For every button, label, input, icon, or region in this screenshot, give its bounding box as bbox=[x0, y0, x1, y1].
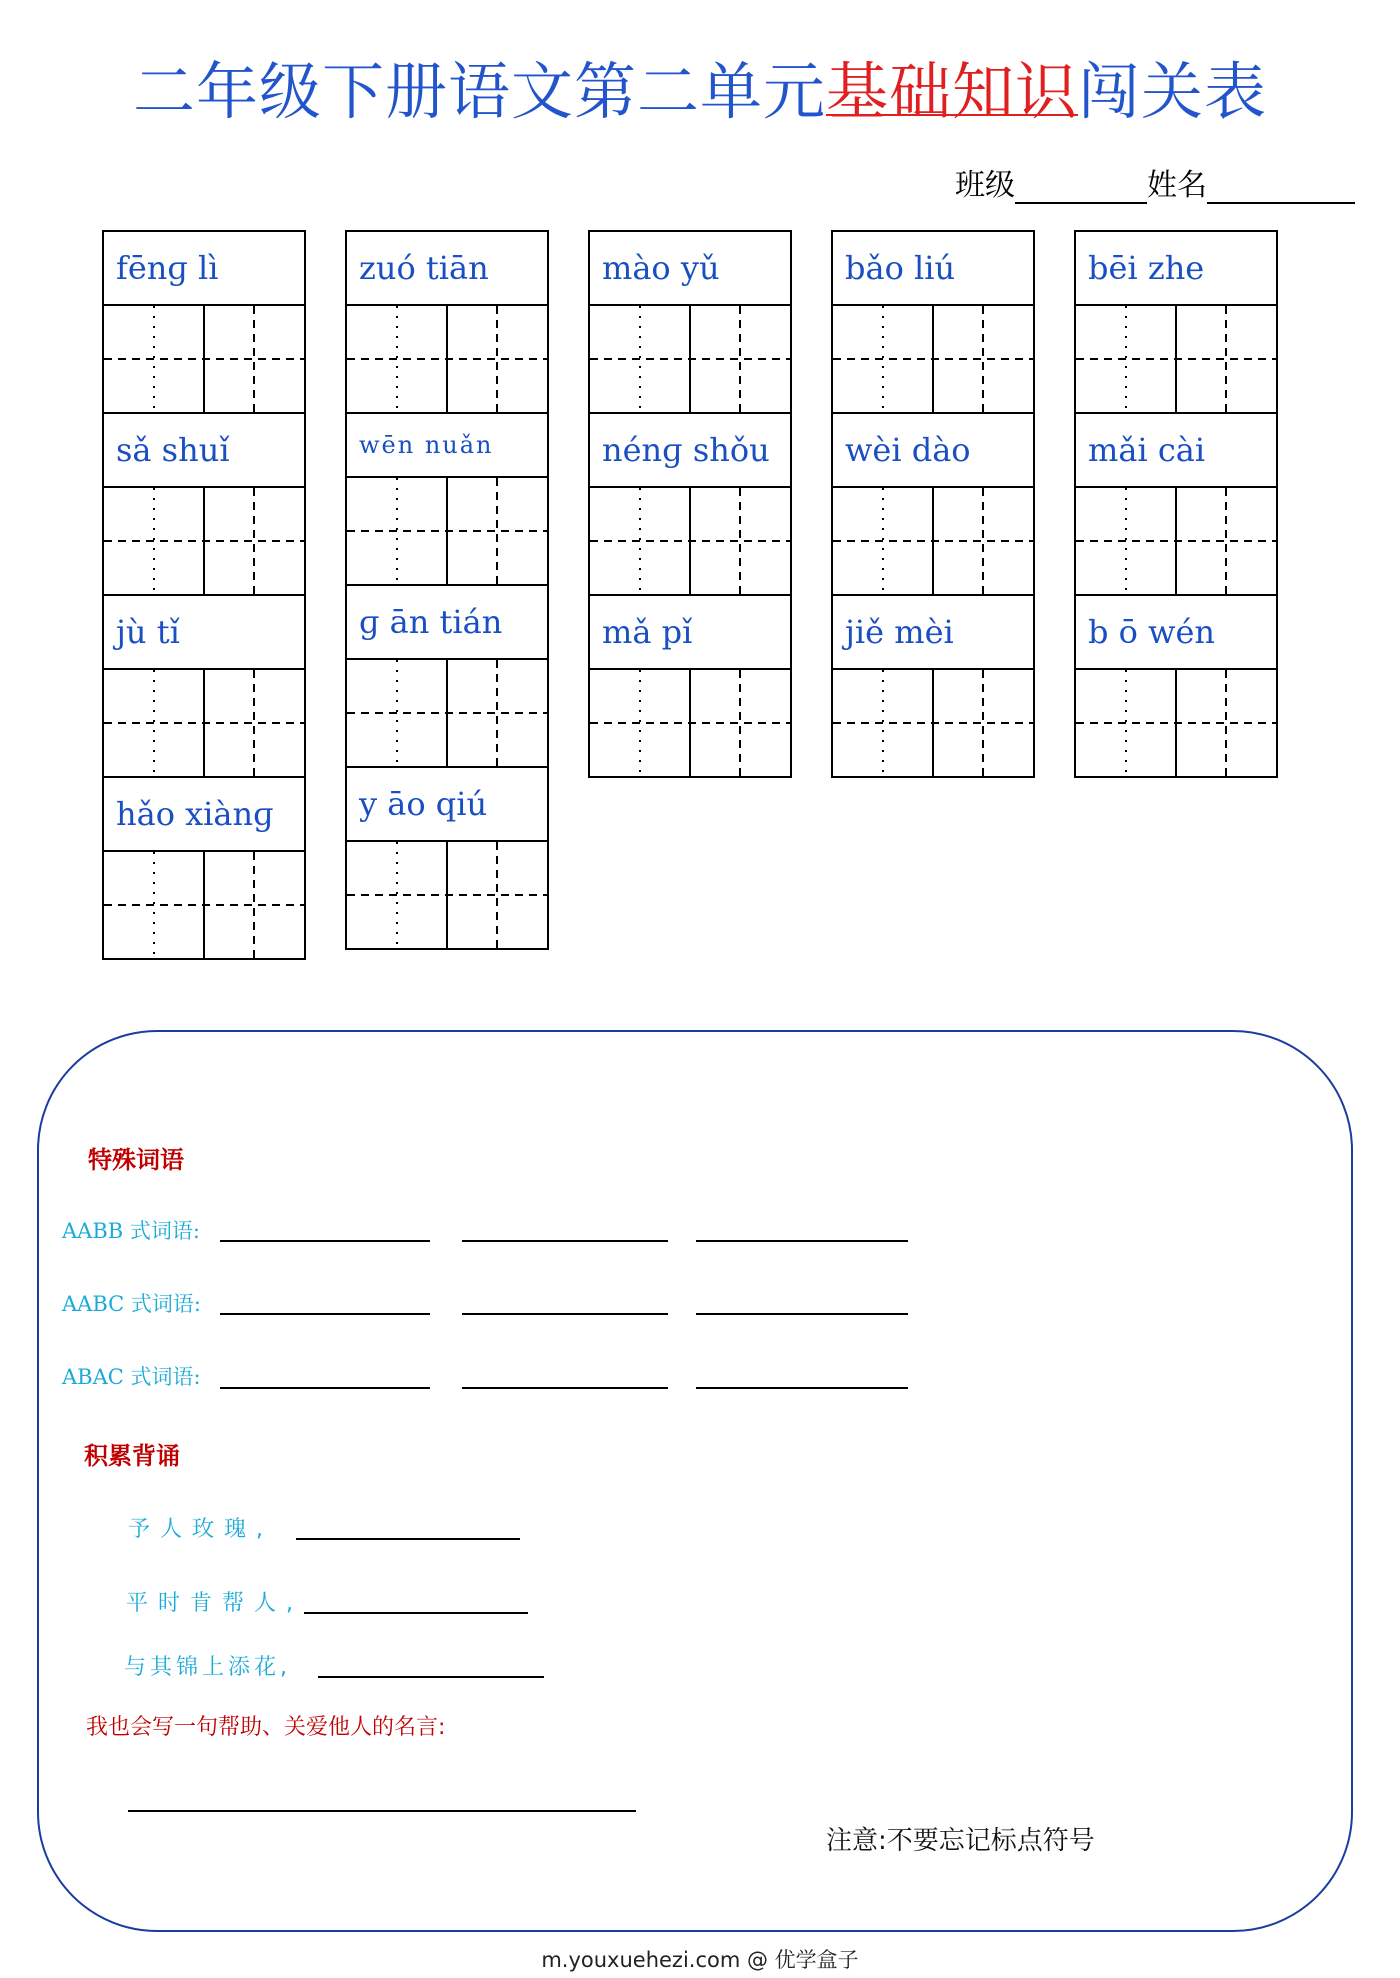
answer-line[interactable] bbox=[318, 1676, 544, 1678]
class-label: 班级 bbox=[955, 168, 1015, 203]
pinyin-label: nénɡ shǒu bbox=[590, 414, 790, 488]
writing-grid[interactable] bbox=[833, 306, 1033, 414]
answer-line[interactable] bbox=[696, 1240, 908, 1242]
pinyin-label: b ō wén bbox=[1076, 596, 1276, 670]
writing-grid[interactable] bbox=[1076, 488, 1276, 596]
pinyin-label: mǎ pǐ bbox=[590, 596, 790, 670]
special-words-title: 特殊词语 bbox=[88, 1146, 184, 1174]
motto-prompt: 我也会写一句帮助、关爱他人的名言: bbox=[86, 1715, 446, 1740]
pinyin-label: mǎi cài bbox=[1076, 414, 1276, 488]
answer-line[interactable] bbox=[696, 1313, 908, 1315]
pinyin-label: zuó tiān bbox=[347, 232, 547, 306]
exercise-panel bbox=[37, 1030, 1353, 1932]
pinyin-label: wēn nuǎn bbox=[347, 414, 547, 478]
pinyin-column-3 bbox=[588, 230, 792, 778]
abac-label: ABAC 式词语: bbox=[62, 1365, 201, 1389]
answer-line[interactable] bbox=[220, 1240, 430, 1242]
punctuation-note: 注意:不要忘记标点符号 bbox=[826, 1826, 1095, 1856]
answer-line[interactable] bbox=[462, 1240, 668, 1242]
footer-source: m.youxuehezi.com @ 优学盒子 bbox=[541, 1948, 859, 1972]
writing-grid[interactable] bbox=[833, 670, 1033, 776]
writing-grid[interactable] bbox=[590, 488, 790, 596]
pinyin-label: mào yǔ bbox=[590, 232, 790, 306]
pinyin-column-5 bbox=[1074, 230, 1278, 778]
recite-line-3: 与其锦上添花, bbox=[124, 1655, 291, 1680]
pinyin-column-4 bbox=[831, 230, 1035, 778]
class-name-fields bbox=[955, 160, 1355, 204]
pinyin-label: bǎo liú bbox=[833, 232, 1033, 306]
writing-grid[interactable] bbox=[833, 488, 1033, 596]
answer-line[interactable] bbox=[220, 1313, 430, 1315]
writing-grid[interactable] bbox=[104, 670, 304, 778]
page-title bbox=[0, 52, 1400, 132]
title-part2: 闯关表 bbox=[1078, 55, 1268, 128]
writing-grid[interactable] bbox=[104, 306, 304, 414]
writing-grid[interactable] bbox=[347, 660, 547, 768]
writing-grid[interactable] bbox=[1076, 670, 1276, 776]
pinyin-column-1 bbox=[102, 230, 306, 960]
aabb-label: AABB 式词语: bbox=[62, 1219, 200, 1243]
recite-title: 积累背诵 bbox=[84, 1442, 180, 1470]
pinyin-label: ɡ ān tián bbox=[347, 586, 547, 660]
pinyin-label: hǎo xiànɡ bbox=[104, 778, 304, 852]
writing-grid[interactable] bbox=[347, 842, 547, 948]
answer-line[interactable] bbox=[462, 1387, 668, 1389]
motto-answer-line[interactable] bbox=[128, 1810, 636, 1812]
name-label: 姓名 bbox=[1147, 168, 1207, 203]
answer-line[interactable] bbox=[696, 1387, 908, 1389]
pinyin-label: wèi dào bbox=[833, 414, 1033, 488]
pinyin-label: jù tǐ bbox=[104, 596, 304, 670]
writing-grid[interactable] bbox=[104, 852, 304, 958]
recite-line-2: 平时肯帮人, bbox=[126, 1591, 303, 1616]
title-part1: 二年级下册语文第二单元 bbox=[132, 55, 826, 128]
aabc-label: AABC 式词语: bbox=[62, 1292, 201, 1316]
recite-line-1: 予人玫瑰, bbox=[128, 1517, 273, 1542]
answer-line[interactable] bbox=[296, 1538, 520, 1540]
title-highlight: 基础知识 bbox=[825, 55, 1078, 128]
writing-grid[interactable] bbox=[104, 488, 304, 596]
answer-line[interactable] bbox=[304, 1612, 528, 1614]
pinyin-label: fēnɡ lì bbox=[104, 232, 304, 306]
writing-grid[interactable] bbox=[1076, 306, 1276, 414]
pinyin-column-2 bbox=[345, 230, 549, 950]
answer-line[interactable] bbox=[462, 1313, 668, 1315]
pinyin-label: jiě mèi bbox=[833, 596, 1033, 670]
writing-grid[interactable] bbox=[347, 306, 547, 414]
writing-grid[interactable] bbox=[590, 306, 790, 414]
name-blank[interactable] bbox=[1207, 172, 1355, 204]
writing-grid[interactable] bbox=[347, 478, 547, 586]
class-blank[interactable] bbox=[1015, 172, 1147, 204]
pinyin-label: y āo qiú bbox=[347, 768, 547, 842]
answer-line[interactable] bbox=[220, 1387, 430, 1389]
pinyin-label: bēi zhe bbox=[1076, 232, 1276, 306]
pinyin-label: sǎ shuǐ bbox=[104, 414, 304, 488]
writing-grid[interactable] bbox=[590, 670, 790, 776]
